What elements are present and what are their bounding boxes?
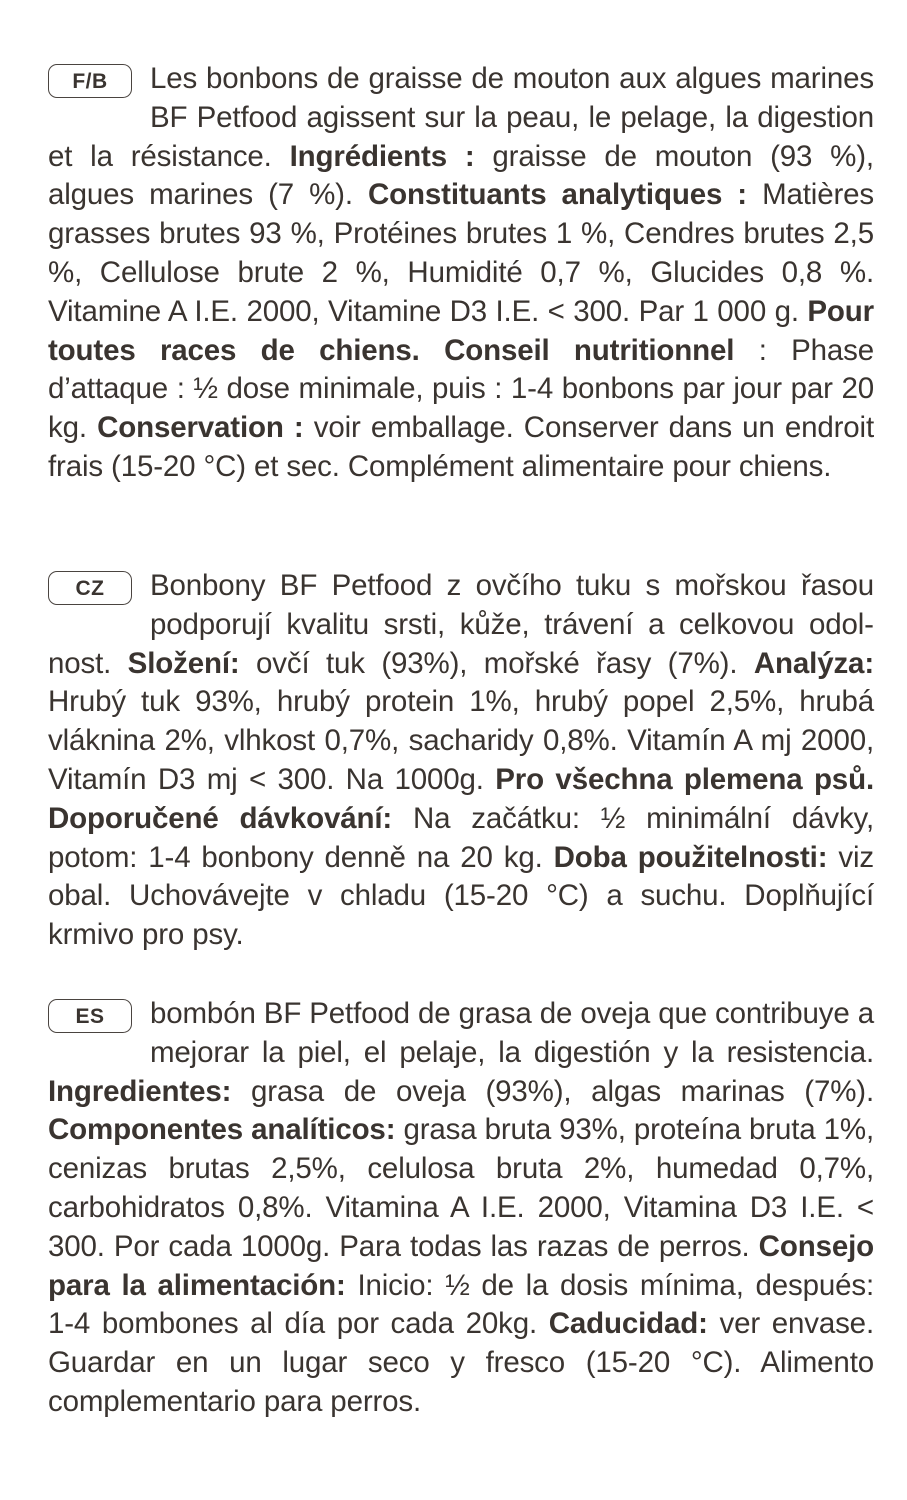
seg: Inicio: ½ de la dosis mínima, después: 1-4 bombones al día por cada 20kg.: [48, 1268, 875, 1341]
seg-bold: Pour toutes races de chiens. Conseil nutritionnel: [48, 294, 874, 367]
section-czech: [48, 567, 874, 955]
seg-bold: Conservation :: [97, 411, 304, 445]
language-tag-cz: CZ: [48, 571, 132, 605]
seg-bold: Doba použitelnosti:: [553, 840, 828, 874]
seg-bold: Složení:: [127, 646, 240, 680]
seg: ver envase. Guardar en un lugar seco y fresco (15-20 °C). Alimento complementario para perros.: [48, 1307, 874, 1418]
seg: Bonbony BF Petfood z ovčího tuku s mořskou řasou podporují kvalitu srsti, kůže, trávení a celkovou odolnost.: [48, 569, 874, 680]
seg-bold: Pro všechna plemena psů. Doporučené dávkování:: [48, 762, 874, 835]
seg: voir emballage. Conserver dans un endroit frais (15-20 °C) et sec. Complément alimentaire pour chiens.: [48, 411, 874, 483]
seg: : Phase d’attaque : ½ dose minimale, puis : 1-4 bonbons par jour par 20 kg.: [48, 333, 874, 445]
seg-bold: Consejo para la alimentación:: [48, 1229, 874, 1302]
seg: Matières grasses brutes 93 %, Protéines brutes 1 %, Cendres brutes 2,5 %, Cellulose brute 2 %, Humidité 0,7 %, Glucides 0,8 %. Vitamine A I.E. 2000, Vitamine D3 I.E. < 300. Par 1 000 g.: [48, 178, 874, 328]
seg-bold: Ingrédients :: [289, 139, 475, 173]
seg: graisse de mouton (93 %), algues marines (7 %).: [48, 139, 874, 212]
seg: Na začátku: ½ minimální dávky, potom: 1-4 bonbony denně na 20 kg.: [48, 801, 874, 874]
seg-bold: Analýza:: [753, 646, 874, 680]
seg: bombón BF Petfood de grasa de oveja que contribuye a mejorar la piel, el pelaje, la digestión y la resistencia.: [150, 997, 874, 1069]
seg-bold: Constituants analytiques :: [368, 178, 747, 212]
seg: grasa de oveja (93%), algas marinas (7%).: [231, 1074, 874, 1108]
language-tag-es: ES: [48, 999, 132, 1033]
seg: grasa bruta 93%, proteína bruta 1%, cenizas brutas 2,5%, celulosa bruta 2%, humedad 0,7%, carbohidratos 0,8%. Vitamina A I.E. 2000, Vitamina D3 I.E. < 300. Por cada 1000g. Para todas las razas de perros.: [48, 1113, 874, 1263]
seg-bold: Caducidad:: [548, 1307, 708, 1341]
section-french: [48, 60, 874, 487]
section-spanish: [48, 995, 874, 1422]
seg: Les bonbons de graisse de mouton aux algues marines BF Petfood agissent sur la peau, le pelage, la digestion et la résistance.: [48, 62, 874, 173]
language-tag-fr: F/B: [48, 64, 132, 98]
seg: Hrubý tuk 93%, hrubý protein 1%, hrubý popel 2,5%, hrubá vláknina 2%, vlhkost 0,7%, sacharidy 0,8%. Vitamín A mj 2000, Vitamín D3 mj < 300. Na 1000g.: [48, 685, 874, 796]
seg-bold: Ingredientes:: [48, 1074, 232, 1108]
seg: viz obal. Uchovávejte v chladu (15-20 °C) a suchu. Doplňující krmivo pro psy.: [48, 840, 874, 952]
seg-bold: Componentes analíticos:: [48, 1113, 396, 1147]
seg: ovčí tuk (93%), mořské řasy (7%).: [239, 646, 754, 680]
